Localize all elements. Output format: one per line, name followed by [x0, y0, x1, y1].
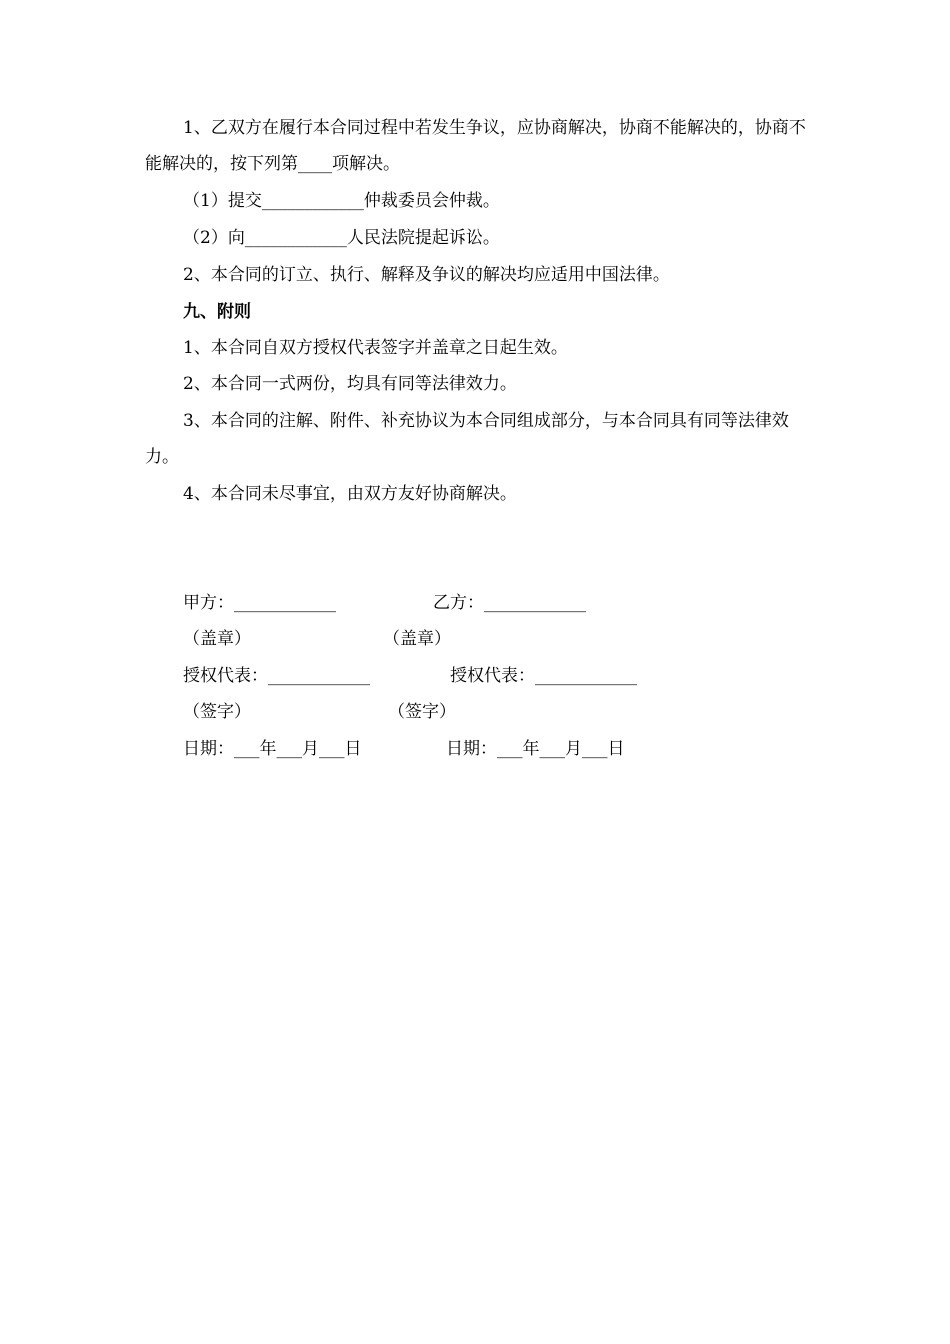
dispute-clause-1: 1、乙双方在履行本合同过程中若发生争议，应协商解决，协商不能解决的，协商不能解决的，按下列第____项解决。 [145, 118, 806, 174]
party-b-date: 日期：___年___月___日 [446, 739, 625, 759]
party-b-seal: （盖章） [383, 629, 451, 649]
party-a-label: 甲方：____________ [183, 593, 336, 613]
section-heading: 九、附则 [183, 302, 251, 322]
party-a-date: 日期：___年___月___日 [183, 739, 362, 759]
appendix-clause-2: 2、本合同一式两份，均具有同等法律效力。 [183, 374, 517, 394]
party-b-representative: 授权代表：____________ [450, 666, 637, 686]
dispute-clause-2: 2、本合同的订立、执行、解释及争议的解决均应适用中国法律。 [183, 265, 670, 285]
party-a-signature: （签字） [183, 702, 251, 722]
appendix-clause-3: 3、本合同的注解、附件、补充协议为本合同组成部分，与本合同具有同等法律效力。 [145, 411, 789, 467]
appendix-clause-1: 1、本合同自双方授权代表签字并盖章之日起生效。 [183, 338, 568, 358]
party-a-seal: （盖章） [183, 629, 251, 649]
appendix-clause-4: 4、本合同未尽事宜，由双方友好协商解决。 [183, 484, 517, 504]
dispute-option-2: （2）向____________人民法院提起诉讼。 [183, 228, 500, 248]
party-b-signature: （签字） [388, 702, 456, 722]
party-a-representative: 授权代表：____________ [183, 666, 370, 686]
party-b-label: 乙方：____________ [433, 593, 586, 613]
dispute-option-1: （1）提交____________仲裁委员会仲裁。 [183, 191, 500, 211]
